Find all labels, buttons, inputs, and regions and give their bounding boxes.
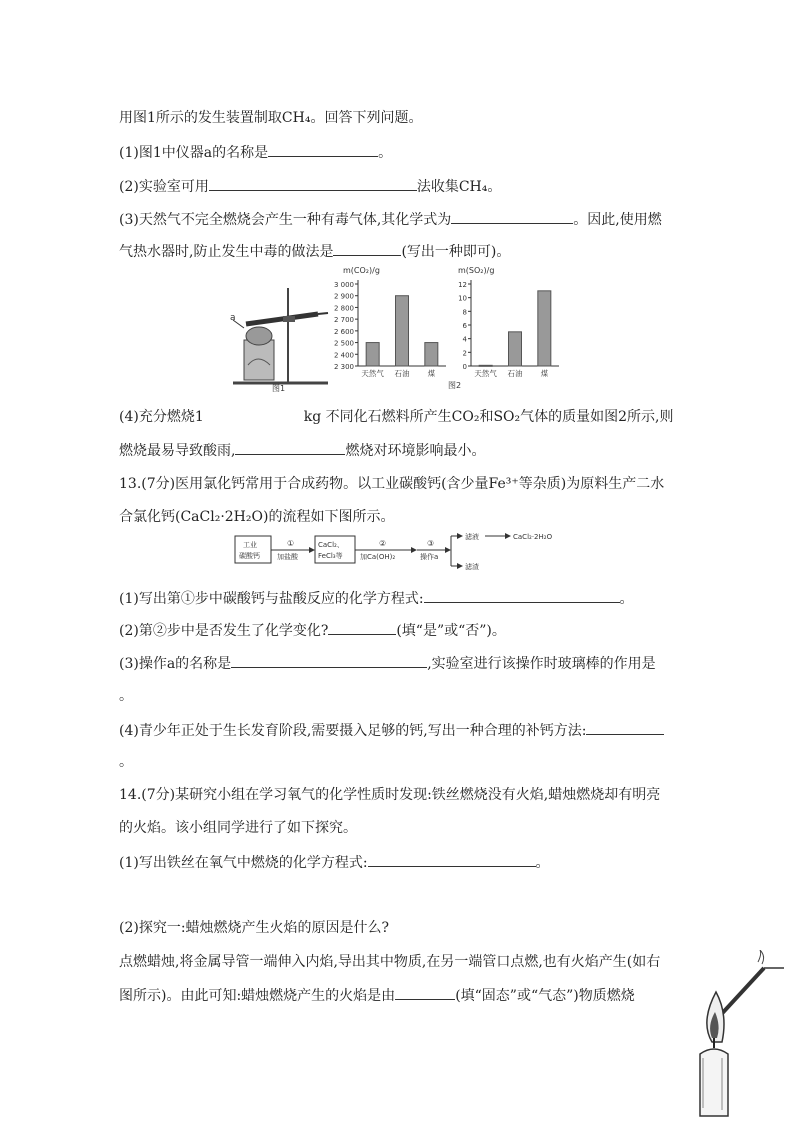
q12-part2 — [119, 176, 501, 197]
q12-part4 — [119, 407, 673, 427]
flow-box1-line1: 工业 — [243, 541, 257, 549]
q12-p1-end: 。 — [378, 145, 393, 161]
q12-p4b-end: 燃烧对环境影响最小。 — [345, 443, 486, 459]
candle-experiment-figure — [688, 950, 792, 1120]
q13-p2-text: (2)第②步中是否发生了化学变化? — [119, 623, 329, 639]
outlet-flame-icon — [758, 950, 764, 964]
flow-step3: ③ — [427, 539, 435, 548]
q14-head2: 的火焰。该小组同学进行了如下探究。 — [119, 820, 357, 836]
q13-p3-end: ,实验室进行该操作时玻璃棒的作用是 — [427, 656, 656, 672]
flow-box2-line1: CaCl₂、 — [318, 541, 344, 549]
q13-head2: 合氯化钙(CaCl₂·2H₂O)的流程如下图所示。 — [119, 509, 395, 525]
q12-p2-blank[interactable] — [209, 176, 417, 191]
q13-part1 — [119, 588, 634, 609]
flow-step1-label: 加盐酸 — [277, 553, 298, 561]
co2-ytick-label: 2 500 — [333, 339, 354, 348]
co2-ytick-label: 3 000 — [333, 281, 354, 289]
q14-p1-blank[interactable] — [368, 852, 536, 867]
so2-ytick-label: 0 — [462, 363, 467, 371]
co2-bar — [396, 296, 409, 366]
flow-residue: 滤渣 — [465, 563, 479, 571]
q12-p2-text: (2)实验室可用 — [119, 179, 209, 195]
q12-part4b — [119, 440, 485, 461]
q13-part4 — [119, 720, 664, 741]
co2-category-label: 石油 — [394, 369, 410, 378]
q14-head: 14.(7分)某研究小组在学习氧气的化学性质时发现:铁丝燃烧没有火焰,蜡烛燃烧却有明亮 — [119, 787, 661, 803]
q14-p1-end: 。 — [535, 855, 550, 871]
co2-category-label: 天然气 — [361, 369, 384, 378]
q13-flowchart — [233, 530, 573, 572]
q14-part1 — [119, 852, 550, 873]
co2-ytick-label: 2 300 — [333, 363, 354, 371]
so2-bar — [538, 291, 551, 366]
co2-ytick-label: 2 400 — [333, 351, 354, 360]
so2-ylabel: m(SO₂)/g — [458, 266, 495, 275]
q13-part3-end: 。 — [119, 688, 133, 704]
co2-ytick-label: 2 800 — [333, 304, 354, 313]
q13-p1-blank[interactable] — [424, 588, 620, 603]
co2-ytick-label: 2 600 — [333, 327, 354, 336]
q12-p2-end: 法收集CH₄。 — [416, 179, 502, 195]
figure-1-apparatus — [228, 280, 338, 395]
so2-ytick-label: 6 — [462, 322, 467, 330]
so2-category-label: 石油 — [507, 369, 523, 378]
figure-2-caption: 图2 — [448, 381, 462, 390]
so2-bar-chart — [458, 266, 559, 378]
q13-p3-blank[interactable] — [231, 653, 427, 668]
q13-p2-end: (填“是”或“否”)。 — [396, 623, 506, 639]
q13-part3 — [119, 653, 656, 674]
q12-intro: 用图1所示的发生装置制取CH₄。回答下列问题。 — [119, 110, 423, 126]
flow-box2-line2: FeCl₃等 — [318, 552, 343, 560]
q13-part2 — [119, 620, 506, 641]
q12-p4b-text: 燃烧最易导致酸雨, — [119, 443, 236, 459]
q14-p2c-blank[interactable] — [395, 985, 455, 1000]
q13-head: 13.(7分)医用氯化钙常用于合成药物。以工业碳酸钙(含少量Fe³⁺等杂质)为原料生产二水 — [119, 476, 665, 492]
so2-ytick-label: 2 — [462, 349, 467, 358]
q14-p2c-text: 图所示)。由此可知:蜡烛燃烧产生的火焰是由 — [119, 988, 396, 1004]
so2-ytick-label: 8 — [462, 308, 467, 317]
q12-p4-text-b: kg 不同化石燃料所产生CO₂和SO₂气体的质量如图2所示,则 — [303, 409, 674, 425]
so2-category-label: 煤 — [540, 369, 549, 378]
q12-p1-blank[interactable] — [268, 142, 378, 157]
q12-p3b-blank[interactable] — [333, 241, 401, 256]
q12-p3-blank[interactable] — [451, 209, 573, 224]
q12-part3b — [119, 241, 510, 262]
q14-part2c — [119, 985, 635, 1006]
q12-p4-text-a: (4)充分燃烧1 — [119, 409, 204, 425]
flow-product: CaCl₂·2H₂O — [513, 533, 553, 541]
q13-p4-blank[interactable] — [586, 720, 664, 735]
flow-step2-label: 加Ca(OH)₂ — [360, 553, 396, 561]
q12-p4b-blank[interactable] — [235, 440, 345, 455]
q13-p1-text: (1)写出第①步中碳酸钙与盐酸反应的化学方程式: — [119, 591, 424, 607]
q13-p4-text: (4)青少年正处于生长发育阶段,需要摄入足够的钙,写出一种合理的补钙方法: — [119, 723, 587, 739]
so2-ytick-label: 12 — [458, 281, 467, 289]
co2-bar-chart — [334, 266, 446, 378]
q13-p2-blank[interactable] — [328, 620, 396, 635]
figure-1-caption: 图1 — [272, 384, 286, 393]
so2-bar — [479, 365, 492, 366]
q12-p3b-text: 气热水器时,防止发生中毒的做法是 — [119, 244, 334, 260]
flow-step1: ① — [287, 539, 295, 548]
q14-part2b: 点燃蜡烛,将金属导管一端伸入内焰,导出其中物质,在另一端管口点燃,也有火焰产生(如右 — [119, 954, 661, 970]
figure-2-charts — [330, 262, 560, 392]
q13-p3-text: (3)操作a的名称是 — [119, 656, 232, 672]
co2-category-label: 煤 — [427, 369, 436, 378]
q13-part4-end: 。 — [119, 754, 133, 770]
co2-ylabel: m(CO₂)/g — [343, 266, 380, 275]
so2-ytick-label: 10 — [458, 294, 467, 303]
q14-p1-text: (1)写出铁丝在氧气中燃烧的化学方程式: — [119, 855, 368, 871]
q12-part1 — [119, 142, 392, 163]
co2-ytick-label: 2 900 — [333, 292, 354, 301]
flow-filtrate: 滤液 — [465, 533, 479, 541]
flow-step2: ② — [379, 539, 387, 548]
so2-category-label: 天然气 — [474, 369, 497, 378]
q13-p1-end: 。 — [619, 591, 634, 607]
label-a: a — [230, 313, 236, 323]
q12-p1-text: (1)图1中仪器a的名称是 — [119, 145, 269, 161]
q12-part3 — [119, 209, 662, 230]
co2-bar — [425, 343, 438, 366]
flow-step3-label: 操作a — [420, 553, 439, 561]
so2-bar — [509, 332, 522, 366]
q14-part2: (2)探究一:蜡烛燃烧产生火焰的原因是什么? — [119, 920, 390, 936]
candle-body — [700, 1049, 728, 1116]
co2-ytick-label: 2 700 — [333, 316, 354, 325]
flow-box1-line2: 碳酸钙 — [239, 552, 260, 560]
q12-p3b-end: (写出一种即可)。 — [401, 244, 511, 260]
q12-p3-end: 。因此,使用燃 — [573, 212, 662, 228]
q12-p3-text: (3)天然气不完全燃烧会产生一种有毒气体,其化学式为 — [119, 212, 452, 228]
co2-bar — [366, 343, 379, 366]
q14-p2c-end: (填“固态”或“气态”)物质燃烧 — [455, 988, 635, 1004]
so2-ytick-label: 4 — [462, 335, 467, 344]
